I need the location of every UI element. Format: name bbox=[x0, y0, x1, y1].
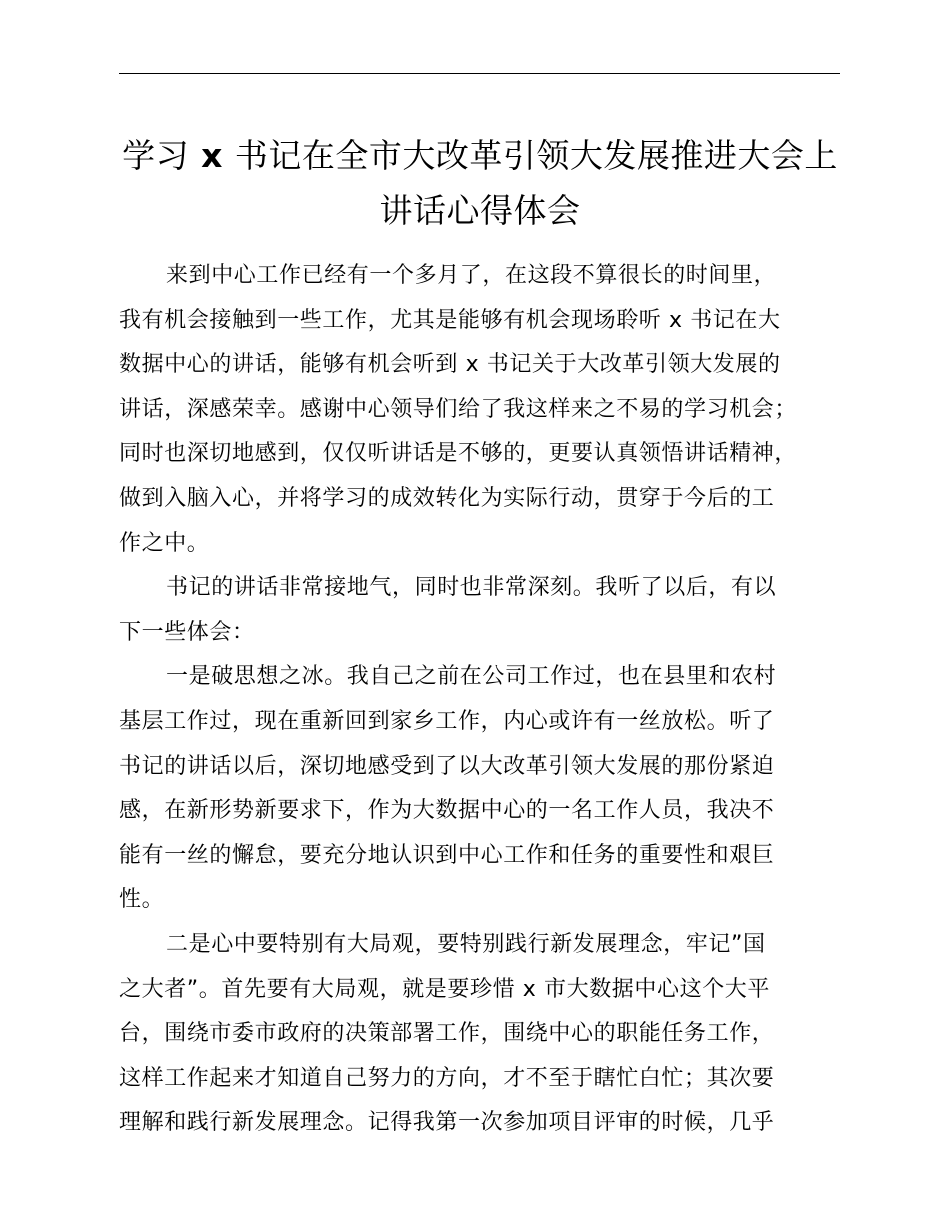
body-line: 台，围绕市委市政府的决策部署工作，围绕中心的职能任务工作， bbox=[119, 1021, 775, 1047]
body-line: 数据中心的讲话，能够有机会听到 x 书记关于大改革引领大发展的 bbox=[119, 352, 781, 378]
document-title bbox=[100, 128, 860, 238]
title-line-1 bbox=[100, 128, 860, 183]
body-line: 来到中心工作已经有一个多月了，在这段不算很长的时间里， bbox=[166, 263, 777, 288]
title-line-1-pre: 学习 bbox=[122, 136, 190, 175]
body-line: 一是破思想之冰。我自己之前在公司工作过，也在县里和农村 bbox=[166, 664, 777, 690]
body-line: 感，在新形势新要求下，作为大数据中心的一名工作人员，我决不 bbox=[119, 798, 775, 824]
body-line: 性。 bbox=[119, 887, 165, 913]
body-line: 能有一丝的懈怠，要充分地认识到中心工作和任务的重要性和艰巨 bbox=[119, 842, 775, 868]
body-line: 书记的讲话非常接地气，同时也非常深刻。我听了以后，有以 bbox=[166, 575, 777, 601]
body-line: 做到入脑入心，并将学习的成效转化为实际行动，贯穿于今后的工 bbox=[119, 485, 775, 511]
body-line: 作之中。 bbox=[119, 530, 210, 556]
body-line: 我有机会接触到一些工作，尤其是能够有机会现场聆听 x 书记在大 bbox=[119, 307, 781, 333]
title-line-1-post: 书记在全市大改革引领大发展推进大会上 bbox=[234, 136, 838, 175]
body-line: 书记的讲话以后，深切地感受到了以大改革引领大发展的那份紧迫 bbox=[119, 753, 775, 779]
body-line: 同时也深切地感到，仅仅听讲话是不够的，更要认真领悟讲话精神， bbox=[119, 441, 798, 467]
body-line: 下一些体会： bbox=[119, 619, 255, 645]
body-line: 理解和践行新发展理念。记得我第一次参加项目评审的时候，几乎 bbox=[119, 1110, 775, 1136]
title-line-2: 讲话心得体会 bbox=[379, 191, 581, 230]
document-body bbox=[119, 254, 879, 1146]
body-line: 讲话，深感荣幸。感谢中心领导们给了我这样来之不易的学习机会； bbox=[119, 396, 798, 422]
body-line: 之大者”。首先要有大局观，就是要珍惜 x 市大数据中心这个大平 bbox=[119, 976, 771, 1002]
title-line-1-x: x bbox=[189, 136, 235, 175]
header-rule bbox=[119, 73, 840, 74]
body-line: 二是心中要特别有大局观，要特别践行新发展理念，牢记”国 bbox=[166, 931, 766, 957]
body-line: 这样工作起来才知道自己努力的方向，才不至于瞎忙白忙；其次要 bbox=[119, 1065, 775, 1091]
body-line: 基层工作过，现在重新回到家乡工作，内心或许有一丝放松。听了 bbox=[119, 708, 775, 734]
